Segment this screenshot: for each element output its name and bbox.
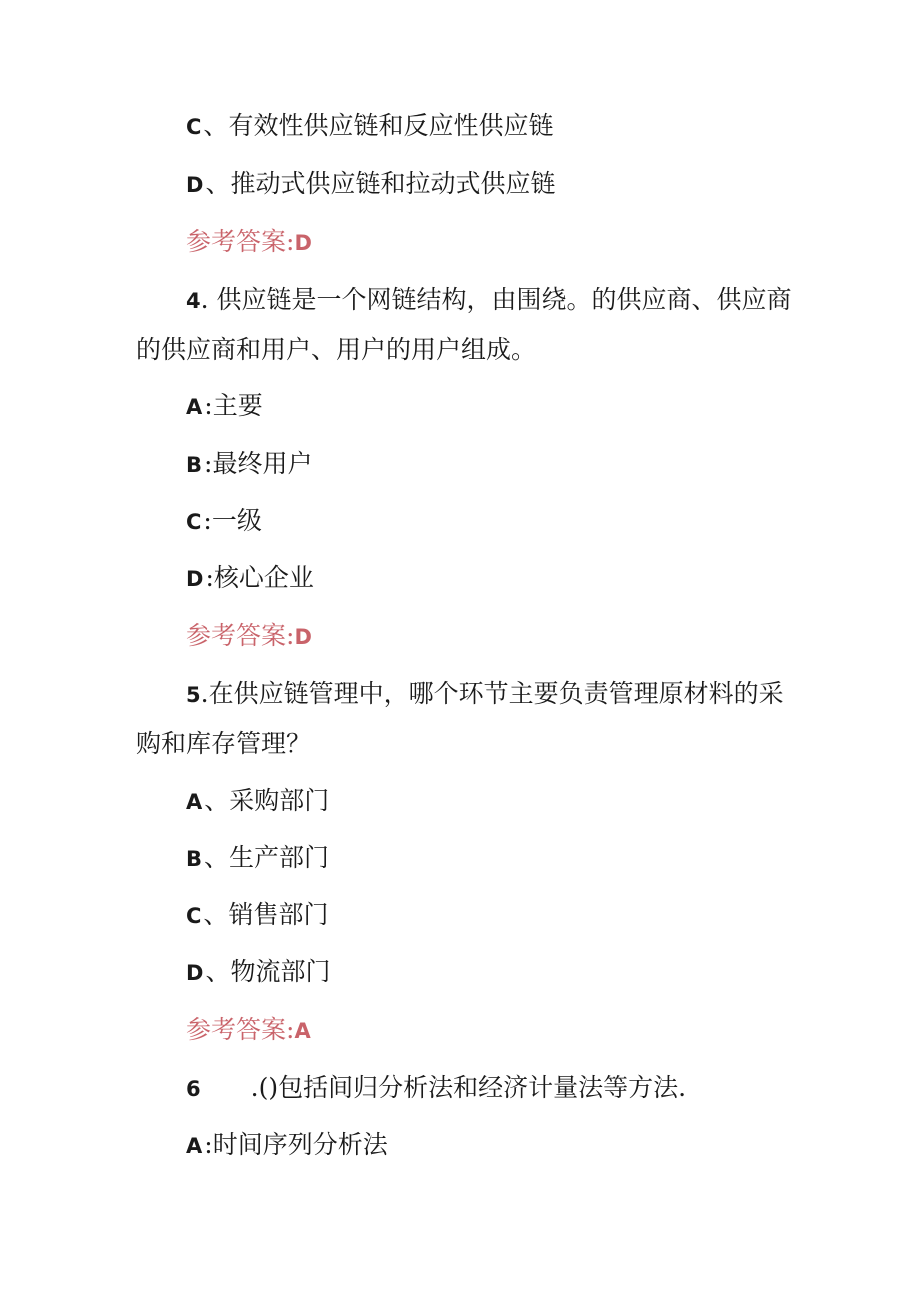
option-separator: : [204,391,213,420]
option-text: 生产部门 [229,843,330,872]
option-label: C [186,904,202,928]
option-text: 销售部门 [228,900,329,929]
question-number: 6 [186,1077,201,1101]
q5-answer [186,1014,311,1047]
answer-prefix: 参考答案: [186,1015,295,1044]
q6-question-line1 [186,1072,686,1105]
option-text: 物流部门 [230,957,331,986]
q5-question-line1 [186,678,784,711]
q4-question-line2 [136,334,536,366]
question-text: 的供应商和用户、用户的用户组成。 [136,335,537,364]
question-text: .在供应链管理中，哪个环节主要负责管理原材料的采 [200,679,784,708]
option-label: C [186,115,202,139]
option-separator: 、 [205,957,231,986]
q5-option-a [186,785,329,818]
option-separator: 、 [205,169,231,198]
q5-option-d [186,956,330,989]
option-separator: : [203,506,212,535]
option-label: C [186,510,202,534]
option-text: 有效性供应链和反应性供应链 [228,111,554,140]
q4-answer [186,620,312,653]
q4-question-line1 [186,284,792,317]
q3-answer [186,226,312,259]
option-text: 时间序列分析法 [212,1130,388,1159]
option-text: 最终用户 [212,449,313,478]
option-text: 核心企业 [213,563,314,592]
option-text: 推动式供应链和拉动式供应链 [230,169,556,198]
question-number: 5 [186,683,201,707]
answer-letter: D [294,231,312,255]
answer-letter: D [294,625,312,649]
q4-option-a [186,390,263,423]
option-label: B [186,847,203,871]
option-label: D [186,173,204,197]
q4-option-b [186,448,312,481]
question-text: .()包括间归分析法和经济计量法等方法. [250,1073,687,1102]
q3-option-c [186,110,553,143]
q5-question-line2 [136,728,311,760]
answer-prefix: 参考答案: [186,227,295,256]
option-label: A [186,790,203,814]
option-separator: 、 [203,111,229,140]
option-text: 主要 [212,391,263,420]
option-separator: 、 [203,900,229,929]
option-text: 一级 [211,506,262,535]
question-number: 4 [186,289,201,313]
option-label: A [186,395,203,419]
answer-letter: A [294,1019,311,1043]
question-text: 购和库存管理？ [136,729,312,758]
q5-option-b [186,842,329,875]
q3-option-d [186,168,555,201]
option-label: D [186,567,204,591]
q4-option-c [186,505,262,538]
question-text: . 供应链是一个网链结构，由围绕。的供应商、供应商 [200,285,792,314]
answer-prefix: 参考答案: [186,621,295,650]
option-separator: : [204,1130,213,1159]
option-label: A [186,1134,203,1158]
q5-option-c [186,899,328,932]
option-separator: : [205,563,214,592]
option-separator: 、 [204,843,230,872]
option-label: B [186,453,203,477]
q6-option-a [186,1129,388,1162]
option-text: 采购部门 [229,786,330,815]
q4-option-d [186,562,314,595]
option-label: D [186,961,204,985]
option-separator: 、 [204,786,230,815]
option-separator: : [204,449,213,478]
